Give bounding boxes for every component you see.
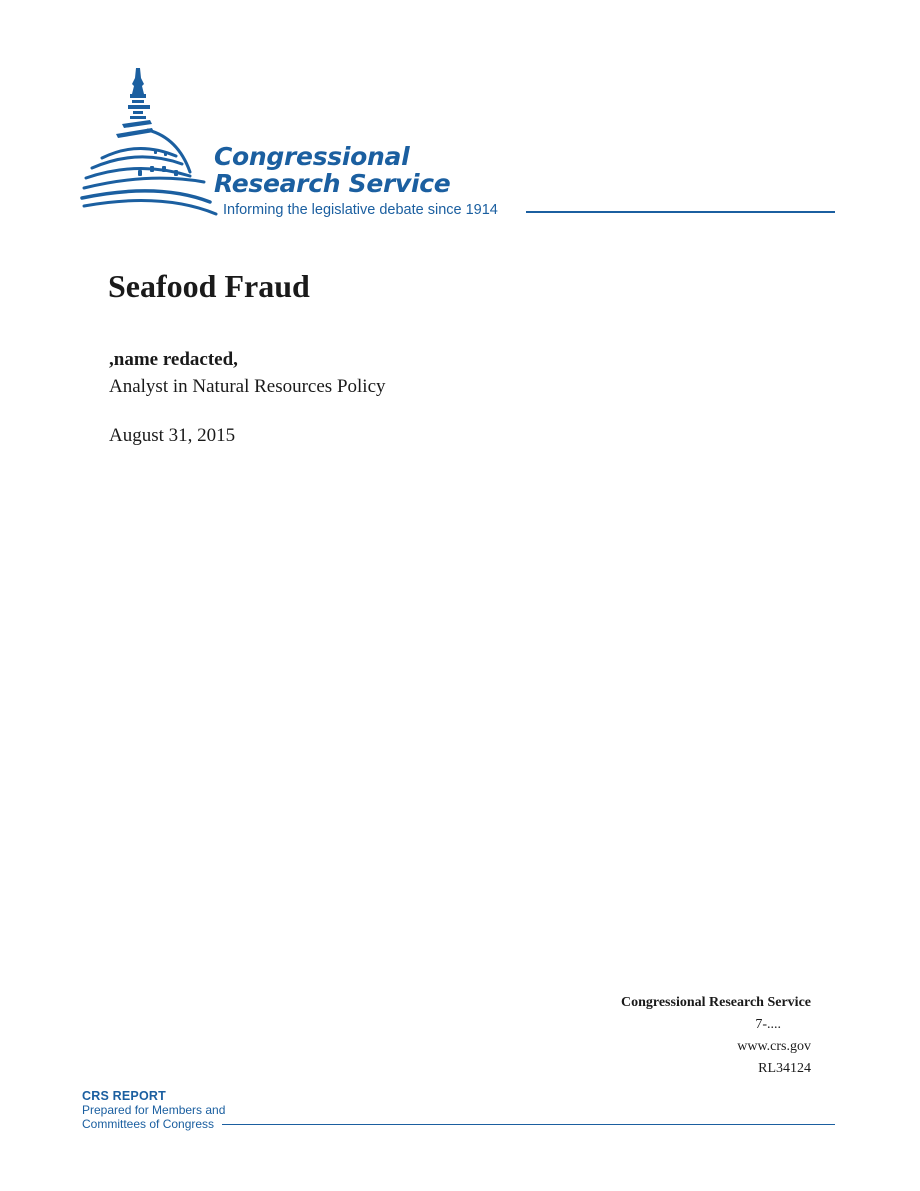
author-title: Analyst in Natural Resources Policy bbox=[109, 376, 386, 397]
contact-block bbox=[621, 992, 811, 1080]
footer-line-2: Committees of Congress bbox=[82, 1117, 215, 1131]
logo-name-line2: Research Service bbox=[214, 169, 451, 198]
header-divider bbox=[526, 211, 835, 213]
footer-label bbox=[82, 1089, 225, 1131]
contact-organization: Congressional Research Service bbox=[620, 995, 811, 1010]
logo-wordmark bbox=[214, 143, 450, 197]
author-name: ,name redacted, bbox=[109, 349, 238, 370]
logo-tagline: Informing the legislative debate since 1914 bbox=[223, 202, 498, 218]
contact-phone: 7-.... bbox=[755, 1017, 781, 1032]
footer-report-kind: CRS REPORT bbox=[82, 1089, 166, 1103]
report-date: August 31, 2015 bbox=[109, 425, 236, 446]
footer-divider bbox=[222, 1124, 835, 1125]
report-title: Seafood Fraud bbox=[108, 268, 310, 304]
contact-website: www.crs.gov bbox=[737, 1039, 811, 1054]
footer-line-1: Prepared for Members and bbox=[82, 1103, 226, 1117]
report-number: RL34124 bbox=[758, 1061, 811, 1076]
capitol-dome-icon bbox=[78, 64, 228, 220]
logo-name-line1: Congressional bbox=[214, 142, 410, 171]
